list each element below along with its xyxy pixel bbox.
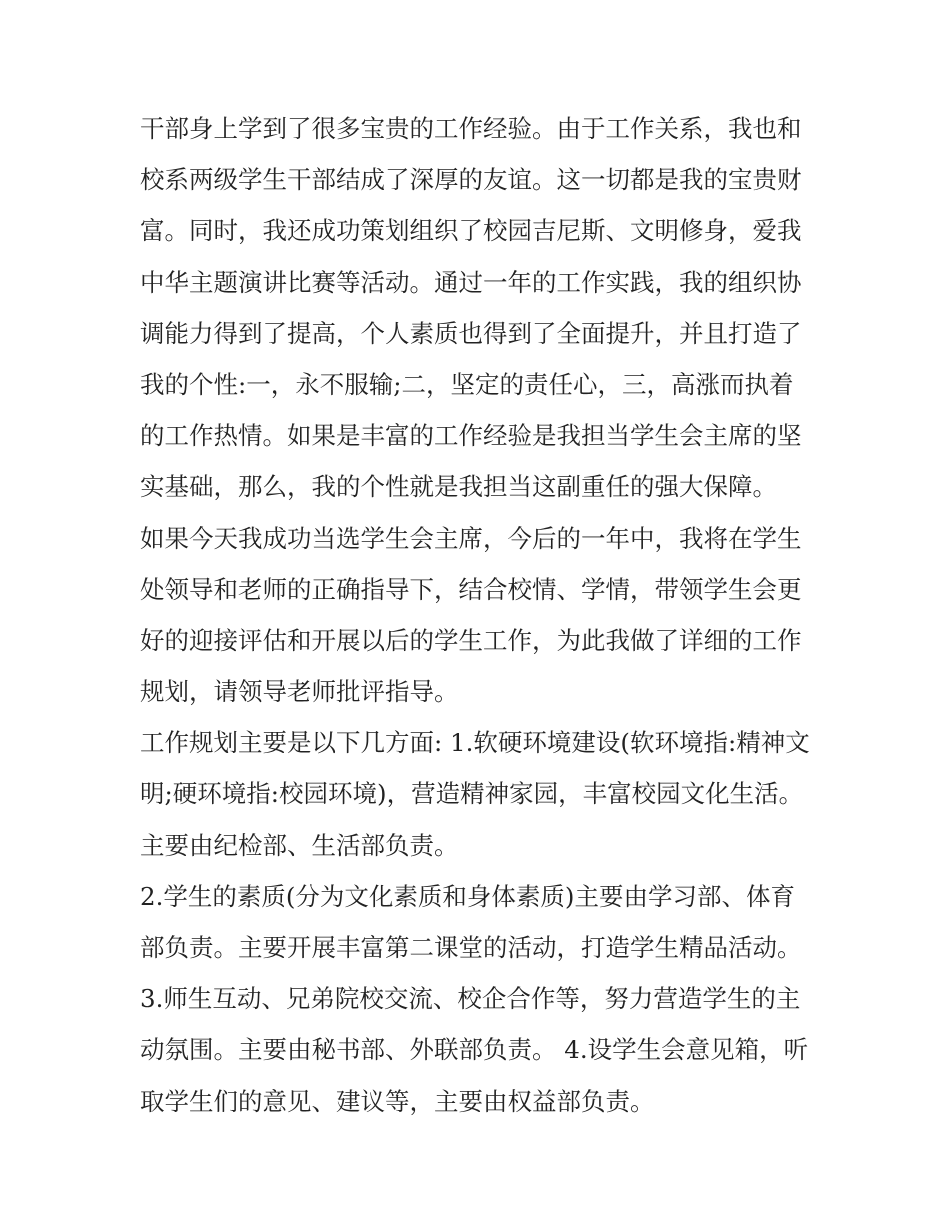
text-line: 的工作热情。如果是丰富的工作经验是我担当学生会主席的坚: [140, 421, 802, 451]
text-line: 中华主题演讲比赛等活动。通过一年的工作实践，我的组织协: [140, 267, 802, 297]
text-line: 2.学生的素质(分为文化素质和身体素质)主要由学习部、体育: [140, 881, 795, 911]
text-line: 明;硬环境指:校园环境)，营造精神家园，丰富校园文化生活。: [140, 779, 804, 809]
text-line: 干部身上学到了很多宝贵的工作经验。由于工作关系，我也和: [140, 114, 802, 143]
text-line: 富。同时，我还成功策划组织了校园吉尼斯、文明修身，爱我: [140, 216, 802, 246]
text-line: 部负责。主要开展丰富第二课堂的活动，打造学生精品活动。: [140, 933, 802, 962]
text-line: 规划，请领导老师批评指导。: [140, 677, 459, 707]
text-line: 调能力得到了提高，个人素质也得到了全面提升，并且打造了: [140, 318, 802, 348]
document-body: [140, 103, 820, 1127]
text-line: 我的个性:一，永不服输;二，坚定的责任心，三，高涨而执着: [140, 369, 794, 399]
text-line: 主要由纪检部、生活部负责。: [140, 830, 459, 860]
text-line: 工作规划主要是以下几方面: 1.软硬环境建设(软环境指:精神文: [140, 728, 810, 758]
text-line: 动氛围。主要由秘书部、外联部负责。 4.设学生会意见箱，听: [140, 1035, 809, 1065]
text-line: 实基础，那么，我的个性就是我担当这副重任的强大保障。: [140, 472, 777, 502]
text-line: 校系两级学生干部结成了深厚的友谊。这一切都是我的宝贵财: [140, 165, 802, 195]
text-line: 好的迎接评估和开展以后的学生工作，为此我做了详细的工作: [140, 625, 802, 655]
text-line: 处领导和老师的正确指导下，结合校情、学情，带领学生会更: [140, 574, 802, 604]
text-line: 如果今天我成功当选学生会主席，今后的一年中，我将在学生: [140, 523, 802, 553]
text-line: 取学生们的意见、建议等，主要由权益部负责。: [140, 1086, 655, 1116]
text-line: 3.师生互动、兄弟院校交流、校企合作等，努力营造学生的主: [140, 984, 801, 1014]
